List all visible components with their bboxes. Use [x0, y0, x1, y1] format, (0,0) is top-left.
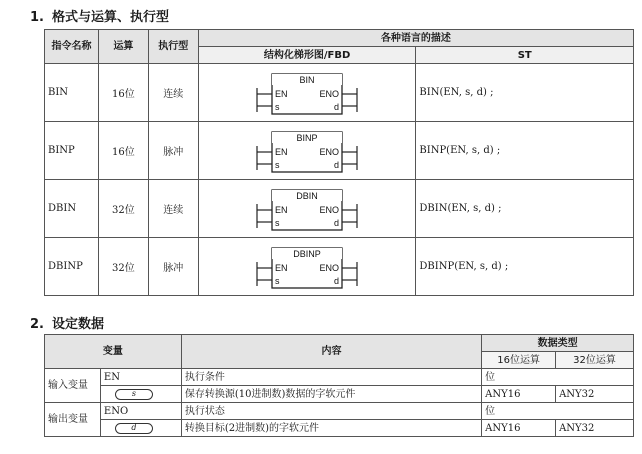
- variable-content: 转换目标(2进制数)的字软元件: [181, 420, 481, 437]
- d-pin-label: d: [334, 101, 340, 112]
- header-operation: 运算: [98, 30, 148, 64]
- operation-bits: 32位: [98, 238, 148, 296]
- en-pin-label: EN: [275, 88, 288, 99]
- fbd-diagram-cell: [198, 64, 416, 122]
- instruction-row: [45, 180, 634, 238]
- section-1-number: 1.: [30, 10, 44, 25]
- variable-content: 保存转换源(10进制数)数据的字软元件: [181, 386, 481, 403]
- header-instruction-name: 指令名称: [45, 30, 99, 64]
- section-2-title: [30, 313, 104, 332]
- instruction-row: [45, 64, 634, 122]
- function-block-name: BIN: [299, 74, 315, 85]
- function-block-name: BINP: [296, 132, 318, 143]
- header-execution-type: 执行型: [148, 30, 198, 64]
- st-syntax: DBIN(EN, s, d) ;: [416, 180, 634, 238]
- execution-type: 脉冲: [148, 238, 198, 296]
- variable-symbol: EN: [100, 369, 181, 386]
- instruction-format-table: [44, 29, 634, 296]
- data-type-both: 位: [482, 369, 634, 386]
- variable-content: 执行状态: [181, 403, 481, 420]
- section-1-title: [30, 6, 169, 25]
- fbd-diagram-cell: [198, 180, 416, 238]
- function-block-diagram: [252, 126, 362, 176]
- st-syntax: DBINP(EN, s, d) ;: [416, 238, 634, 296]
- header-data-type: 数据类型: [482, 335, 634, 352]
- eno-pin-label: ENO: [319, 204, 340, 215]
- execution-type: 脉冲: [148, 122, 198, 180]
- en-pin-label: EN: [275, 146, 288, 157]
- variable-group-label: 输入变量: [45, 369, 101, 403]
- s-pin-label: s: [275, 159, 280, 170]
- s-pin-label: s: [275, 217, 280, 228]
- section-2-heading: 设定数据: [51, 317, 104, 332]
- instruction-name: BIN: [45, 64, 99, 122]
- function-block-diagram: [252, 242, 362, 292]
- eno-pin-label: ENO: [319, 146, 340, 157]
- variable-symbol-cell: [100, 420, 181, 437]
- variable-row: [45, 386, 634, 403]
- variable-content: 执行条件: [181, 369, 481, 386]
- function-block-diagram: [252, 68, 362, 118]
- variable-symbol: s: [115, 389, 153, 400]
- section-2-number: 2.: [30, 317, 44, 332]
- header-32bit-op: 32位运算: [556, 352, 634, 369]
- data-type-16bit: ANY16: [482, 420, 556, 437]
- operation-bits: 16位: [98, 122, 148, 180]
- st-syntax: BINP(EN, s, d) ;: [416, 122, 634, 180]
- function-block-name: DBIN: [296, 190, 318, 201]
- operation-bits: 16位: [98, 64, 148, 122]
- header-16bit-op: 16位运算: [482, 352, 556, 369]
- header-content: 内容: [181, 335, 481, 369]
- d-pin-label: d: [334, 217, 340, 228]
- data-type-16bit: ANY16: [482, 386, 556, 403]
- s-pin-label: s: [275, 101, 280, 112]
- instruction-name: DBIN: [45, 180, 99, 238]
- variable-row: [45, 420, 634, 437]
- variable-symbol-cell: [100, 386, 181, 403]
- instruction-name: DBINP: [45, 238, 99, 296]
- fbd-diagram-cell: [198, 238, 416, 296]
- st-syntax: BIN(EN, s, d) ;: [416, 64, 634, 122]
- variable-symbol: ENO: [100, 403, 181, 420]
- d-pin-label: d: [334, 275, 340, 286]
- function-block-name: DBINP: [293, 248, 321, 259]
- instruction-name: BINP: [45, 122, 99, 180]
- s-pin-label: s: [275, 275, 280, 286]
- execution-type: 连续: [148, 64, 198, 122]
- data-type-both: 位: [482, 403, 634, 420]
- eno-pin-label: ENO: [319, 262, 340, 273]
- header-st: ST: [416, 47, 634, 64]
- section-1-heading: 格式与运算、执行型: [51, 10, 169, 25]
- variable-group-label: 输出变量: [45, 403, 101, 437]
- fbd-diagram-cell: [198, 122, 416, 180]
- header-variable: 变量: [45, 335, 182, 369]
- en-pin-label: EN: [275, 262, 288, 273]
- header-language-description: 各种语言的描述: [198, 30, 633, 47]
- function-block-diagram: [252, 184, 362, 234]
- instruction-row: [45, 238, 634, 296]
- eno-pin-label: ENO: [319, 88, 340, 99]
- header-fbd: 结构化梯形图/FBD: [198, 47, 416, 64]
- en-pin-label: EN: [275, 204, 288, 215]
- instruction-row: [45, 122, 634, 180]
- data-type-32bit: ANY32: [556, 420, 634, 437]
- setting-data-table: [44, 334, 634, 437]
- operation-bits: 32位: [98, 180, 148, 238]
- d-pin-label: d: [334, 159, 340, 170]
- variable-row: [45, 369, 634, 386]
- data-type-32bit: ANY32: [556, 386, 634, 403]
- execution-type: 连续: [148, 180, 198, 238]
- variable-row: [45, 403, 634, 420]
- variable-symbol: d: [115, 423, 153, 434]
